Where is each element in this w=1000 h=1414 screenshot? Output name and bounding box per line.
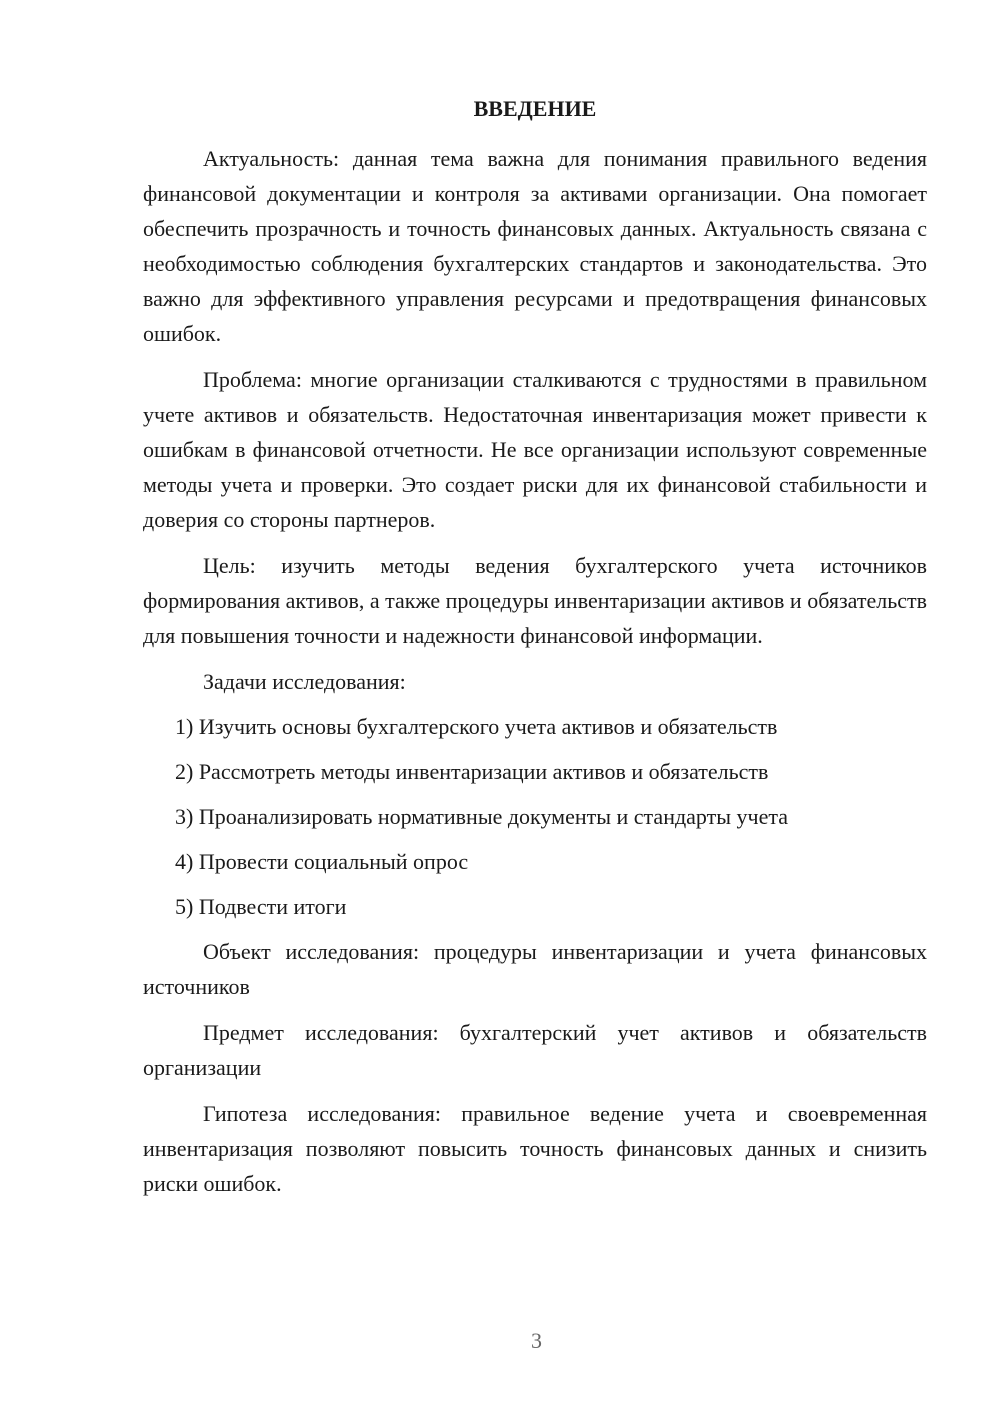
task-item-5: 5) Подвести итоги (175, 894, 347, 919)
paragraph-problem: Проблема: многие организации сталкиваются с трудностями в правильном учете активов и обязательств. Недостаточная инвентаризация может привести к ошибкам в финансовой отчетности. Не все организации используют современные методы учета и проверки. Это создает риски для их финансовой стабильности и доверия со стороны партнеров. (143, 367, 927, 532)
paragraph-object: Объект исследования: процедуры инвентаризации и учета финансовых источников (143, 939, 927, 999)
task-item-2: 2) Рассмотреть методы инвентаризации активов и обязательств (175, 759, 769, 784)
task-item-1: 1) Изучить основы бухгалтерского учета активов и обязательств (175, 714, 778, 739)
tasks-heading: Задачи исследования: (203, 669, 406, 694)
task-item-3: 3) Проанализировать нормативные документы и стандарты учета (175, 804, 789, 829)
paragraph-relevance: Актуальность: данная тема важна для понимания правильного ведения финансовой документации и контроля за активами организации. Она помогает обеспечить прозрачность и точность финансовых данных. Актуальность связана с необходимостью соблюдения бухгалтерских стандартов и законодательства. Это важно для эффективного управления ресурсами и предотвращения финансовых ошибок. (143, 146, 927, 346)
tasks-list (143, 709, 927, 924)
paragraph-hypothesis: Гипотеза исследования: правильное ведение учета и своевременная инвентаризация позволяют повысить точность финансовых данных и снизить риски ошибок. (143, 1101, 927, 1196)
section-title: ВВЕДЕНИЕ (473, 96, 597, 121)
paragraph-goal: Цель: изучить методы ведения бухгалтерского учета источников формирования активов, а также процедуры инвентаризации активов и обязательств для повышения точности и надежности финансовой информации. (143, 553, 927, 648)
paragraph-subject: Предмет исследования: бухгалтерский учет активов и обязательств организации (143, 1020, 927, 1080)
page-content (143, 91, 927, 1212)
page-number: 3 (531, 1328, 542, 1353)
task-item-4: 4) Провести социальный опрос (175, 849, 469, 874)
